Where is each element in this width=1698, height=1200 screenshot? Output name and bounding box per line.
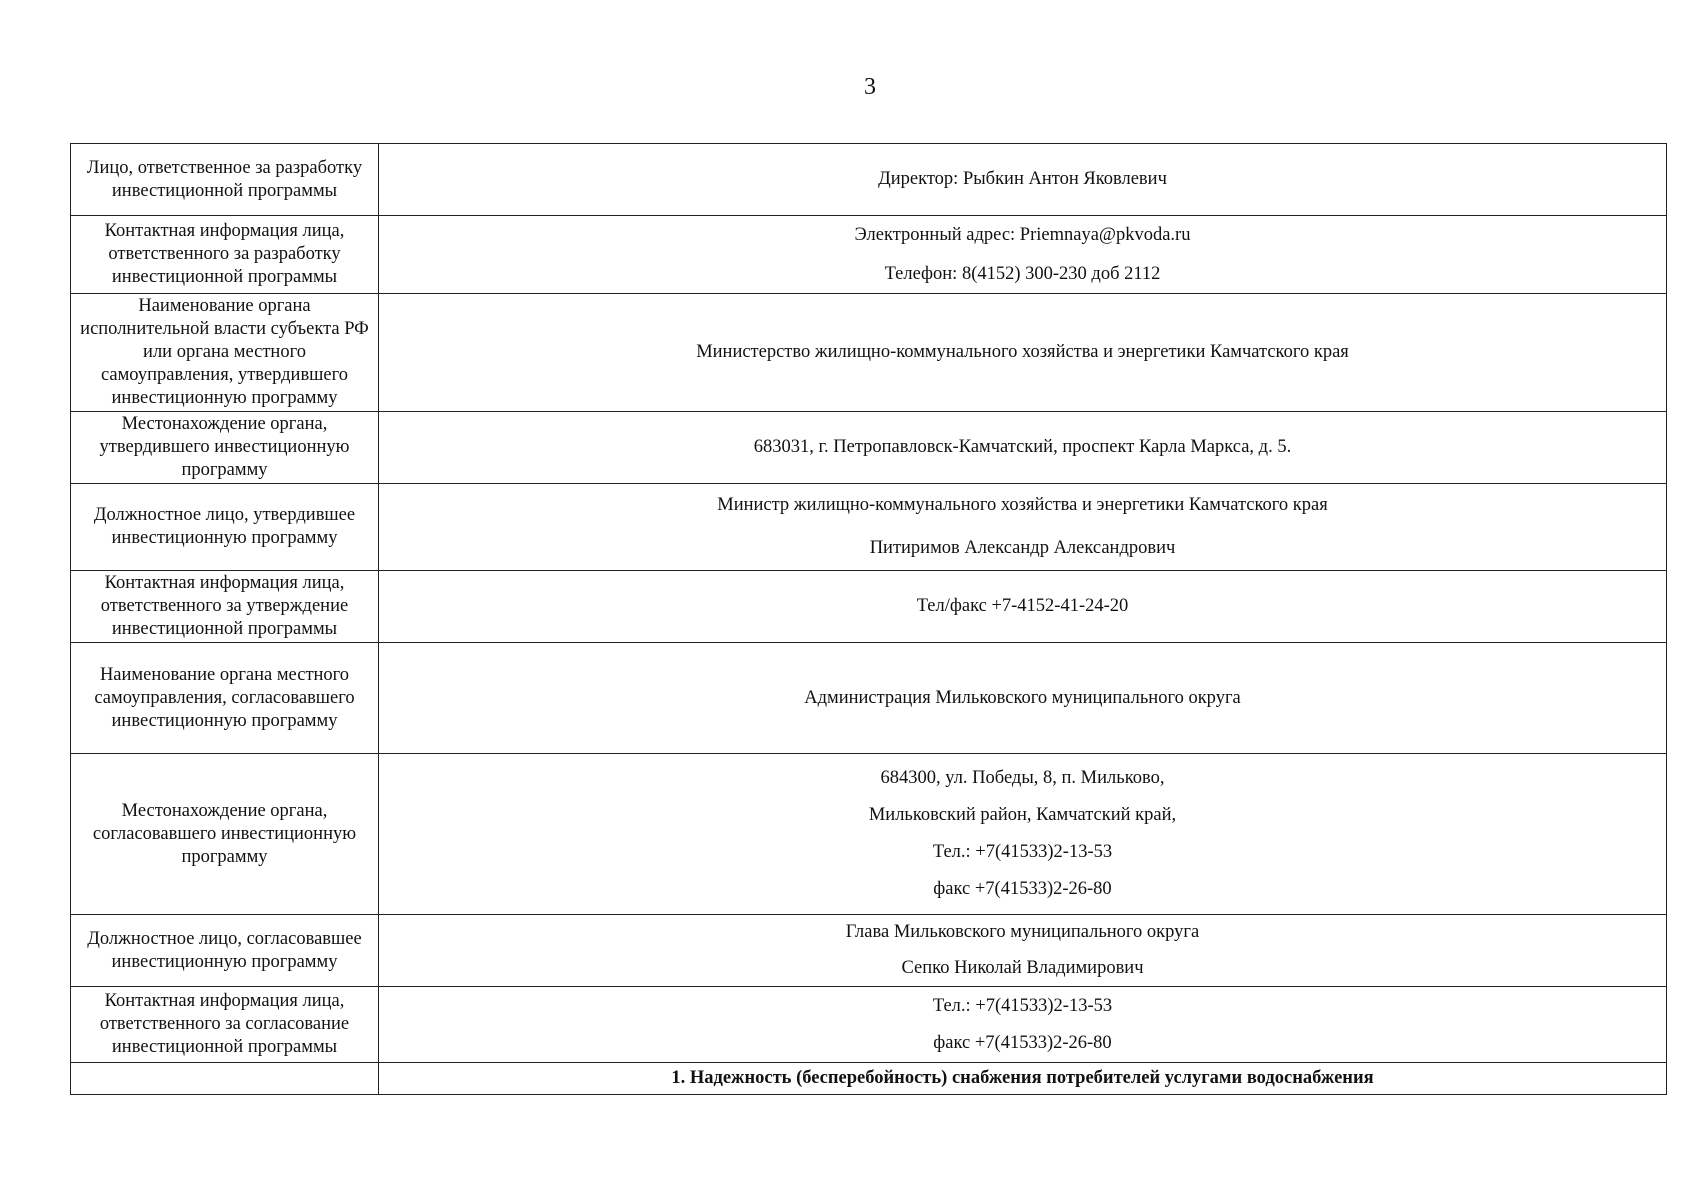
row-label-agreeing-contact: Контактная информация лица, ответственного за согласование инвестиционной программы [71, 987, 379, 1063]
table-row [71, 216, 1667, 294]
agreeing-official-title: Глава Мильковского муниципального округа [845, 922, 1200, 942]
table-row [71, 643, 1667, 754]
table-row [71, 294, 1667, 412]
row-value-approving-official [379, 484, 1667, 571]
row-label-approver-contact: Контактная информация лица, ответственного за утверждение инвестиционной программы [71, 571, 379, 643]
table-row [71, 754, 1667, 915]
approving-body-name: Министерство жилищно-коммунального хозяйства и энергетики Камчатского края [696, 342, 1349, 362]
table-row [71, 987, 1667, 1063]
row-value-agreeing-body-location [379, 754, 1667, 915]
approving-official-name: Питиримов Александр Александрович [869, 538, 1176, 558]
table-row [71, 571, 1667, 643]
agreeing-body-address-line2: Мильковский район, Камчатский край, [868, 805, 1177, 825]
approving-official-title: Министр жилищно-коммунального хозяйства и энергетики Камчатского края [717, 495, 1328, 515]
row-label-agreeing-official: Должностное лицо, согласовавшее инвестиционную программу [71, 915, 379, 987]
agreeing-official-name: Сепко Николай Владимирович [901, 958, 1144, 978]
row-label-agreeing-body: Наименование органа местного самоуправления, согласовавшего инвестиционную программу [71, 643, 379, 754]
row-label-developer-contact: Контактная информация лица, ответственного за разработку инвестиционной программы [71, 216, 379, 294]
table-row [71, 144, 1667, 216]
row-value-developer-contact [379, 216, 1667, 294]
row-label-approving-body: Наименование органа исполнительной власти субъекта РФ или органа местного самоуправления, утвердившего инвестиционную программу [71, 294, 379, 412]
investment-program-info-table [70, 143, 1667, 1095]
table-row [71, 1063, 1667, 1095]
row-value-agreeing-official [379, 915, 1667, 987]
row-label-approving-body-location: Местонахождение органа, утвердившего инвестиционную программу [71, 412, 379, 484]
row-value-approver-contact [379, 571, 1667, 643]
approving-body-address: 683031, г. Петропавловск-Камчатский, проспект Карла Маркса, д. 5. [753, 437, 1292, 457]
approver-phone-fax: Тел/факс +7-4152-41-24-20 [916, 596, 1129, 616]
row-value-approving-body [379, 294, 1667, 412]
developer-email: Электронный адрес: Priemnaya@pkvoda.ru [854, 224, 1191, 245]
page-number: 3 [864, 74, 876, 100]
section-empty-cell [71, 1063, 379, 1095]
row-value-agreeing-contact [379, 987, 1667, 1063]
agreeing-contact-fax: факс +7(41533)2-26-80 [933, 1032, 1112, 1053]
agreeing-body-address-line1: 684300, ул. Победы, 8, п. Мильково, [880, 768, 1165, 788]
agreeing-body-fax: факс +7(41533)2-26-80 [933, 879, 1112, 899]
row-value-approving-body-location [379, 412, 1667, 484]
table-row [71, 915, 1667, 987]
row-value-agreeing-body [379, 643, 1667, 754]
agreeing-body-name: Администрация Мильковского муниципального округа [804, 687, 1241, 708]
agreeing-body-phone: Тел.: +7(41533)2-13-53 [932, 842, 1113, 862]
row-label-developer: Лицо, ответственное за разработку инвестиционной программы [71, 144, 379, 216]
row-label-approving-official: Должностное лицо, утвердившее инвестиционную программу [71, 484, 379, 571]
developer-name: Директор: Рыбкин Антон Яковлевич [878, 169, 1167, 189]
agreeing-contact-phone: Тел.: +7(41533)2-13-53 [932, 995, 1113, 1016]
row-value-developer [379, 144, 1667, 216]
table-row [71, 484, 1667, 571]
developer-phone: Телефон: 8(4152) 300-230 доб 2112 [884, 263, 1161, 284]
section-heading: 1. Надежность (бесперебойность) снабжения потребителей услугами водоснабжения [379, 1063, 1667, 1095]
row-label-agreeing-body-location: Местонахождение органа, согласовавшего инвестиционную программу [71, 754, 379, 915]
table-row [71, 412, 1667, 484]
